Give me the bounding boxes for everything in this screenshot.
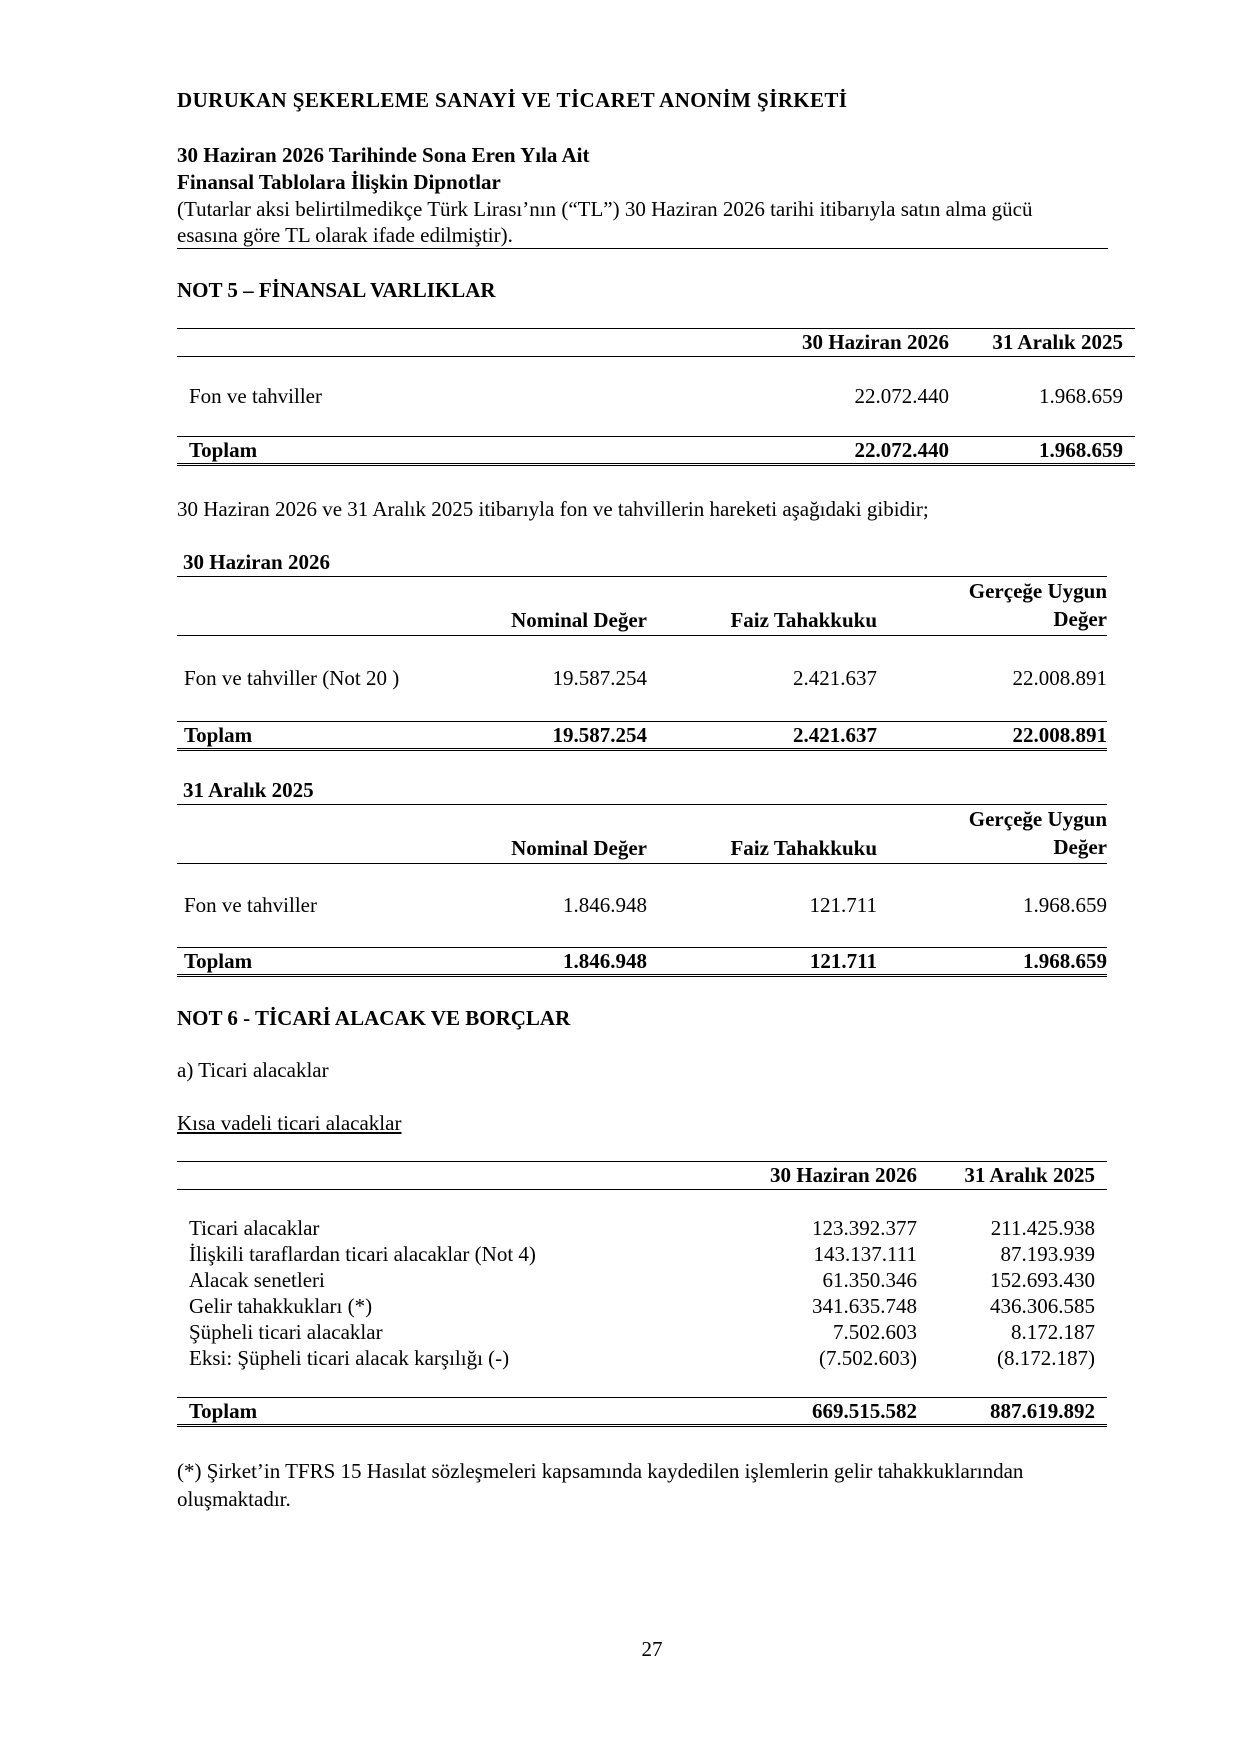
- footnote: (*) Şirket’in TFRS 15 Hasılat sözleşmeleri kapsamında kaydedilen işlemlerin gelir tahakkuklarından oluşmaktadır.: [177, 1459, 1024, 1511]
- column-header-line: Değer: [1053, 607, 1107, 631]
- cell-value: 22.072.440: [854, 384, 949, 408]
- receivable-rows: [177, 1216, 1107, 1372]
- row-label: Gelir tahakkukları (*): [189, 1294, 373, 1318]
- table-row: [177, 864, 1107, 948]
- page-number: 27: [641, 1637, 663, 1661]
- table-row: [177, 1320, 1107, 1346]
- column-header: 31 Aralık 2025: [992, 330, 1123, 354]
- total-row: [177, 722, 1107, 750]
- table-caption-2026: 30 Haziran 2026: [183, 550, 330, 574]
- row-label: Ticari alacaklar: [189, 1216, 320, 1240]
- table-header-row: [177, 577, 1107, 636]
- cell-value: 121.711: [809, 893, 877, 917]
- total-value: 22.072.440: [854, 437, 949, 462]
- table-row: [177, 1294, 1107, 1320]
- total-row: [177, 1398, 1107, 1426]
- cell-value: 1.968.659: [1023, 893, 1107, 917]
- cell-value: 1.846.948: [563, 893, 647, 917]
- table-row: [177, 357, 1135, 437]
- column-header: Nominal Değer: [511, 836, 647, 860]
- column-header: 30 Haziran 2026: [770, 1163, 917, 1187]
- cell-value: (8.172.187): [997, 1346, 1095, 1370]
- movement-table-2026: [177, 576, 1107, 751]
- cell-value: 143.137.111: [813, 1242, 917, 1266]
- column-header: 30 Haziran 2026: [802, 330, 949, 354]
- cell-value: 341.635.748: [812, 1294, 917, 1318]
- cell-value: 211.425.938: [990, 1216, 1095, 1240]
- total-value: 19.587.254: [552, 722, 647, 747]
- total-label: Toplam: [184, 948, 253, 973]
- header-divider: [177, 248, 1108, 249]
- report-subtitle: Finansal Tablolara İlişkin Dipnotlar: [177, 170, 501, 194]
- table-row: [177, 636, 1107, 722]
- column-header: 31 Aralık 2025: [964, 1163, 1095, 1187]
- report-period: 30 Haziran 2026 Tarihinde Sona Eren Yıla Ait: [177, 143, 590, 167]
- cell-value: 1.968.659: [1039, 384, 1123, 408]
- movement-text: 30 Haziran 2026 ve 31 Aralık 2025 itibarıyla fon ve tahvillerin hareketi aşağıdaki gibidir;: [177, 497, 929, 521]
- column-header-line: Değer: [1053, 835, 1107, 859]
- company-name: DURUKAN ŞEKERLEME SANAYİ VE TİCARET ANONİM ŞİRKETİ: [177, 88, 848, 112]
- total-row: [177, 948, 1107, 976]
- table-row: [177, 1242, 1107, 1268]
- cell-value: 8.172.187: [1011, 1320, 1095, 1344]
- row-label: Eksi: Şüpheli ticari alacak karşılığı (-): [189, 1346, 510, 1370]
- total-value: 669.515.582: [812, 1398, 917, 1423]
- row-label: İlişkili taraflardan ticari alacaklar (Not 4): [189, 1242, 536, 1266]
- cell-value: (7.502.603): [819, 1346, 917, 1370]
- column-header: Nominal Değer: [511, 608, 647, 632]
- note5-title: NOT 5 – FİNANSAL VARLIKLAR: [177, 278, 496, 302]
- movement-table-2025: [177, 804, 1107, 977]
- column-header: Faiz Tahakkuku: [730, 836, 877, 860]
- row-label: Fon ve tahviller: [184, 893, 317, 917]
- column-header: [877, 577, 1107, 636]
- total-label: Toplam: [184, 722, 253, 747]
- note6-title: NOT 6 - TİCARİ ALACAK VE BORÇLAR: [177, 1006, 571, 1030]
- cell-value: 61.350.346: [822, 1268, 917, 1292]
- table-row: [177, 1216, 1107, 1242]
- cell-value: 22.008.891: [1012, 666, 1107, 690]
- trade-receivables-table: [177, 1161, 1107, 1427]
- total-value: 887.619.892: [990, 1398, 1095, 1423]
- row-label: Şüpheli ticari alacaklar: [189, 1320, 383, 1344]
- column-header-line: Gerçeğe Uygun: [968, 807, 1107, 831]
- total-value: 1.968.659: [1039, 437, 1123, 462]
- note6-short-term-heading: Kısa vadeli ticari alacaklar: [177, 1111, 402, 1135]
- total-label: Toplam: [189, 1398, 258, 1423]
- total-value: 2.421.637: [793, 722, 877, 747]
- table-header-row: [177, 1162, 1107, 1190]
- column-header: [877, 805, 1107, 864]
- total-label: Toplam: [189, 437, 258, 462]
- row-label: Fon ve tahviller: [189, 384, 322, 408]
- total-value: 121.711: [809, 948, 877, 973]
- cell-value: 436.306.585: [990, 1294, 1095, 1318]
- cell-value: 87.193.939: [1000, 1242, 1095, 1266]
- cell-value: 7.502.603: [833, 1320, 917, 1344]
- row-label: Fon ve tahviller (Not 20 ): [184, 666, 400, 690]
- note6-subsection-a: a) Ticari alacaklar: [177, 1058, 329, 1082]
- cell-value: 123.392.377: [812, 1216, 917, 1240]
- cell-value: 2.421.637: [793, 666, 877, 690]
- total-row: [177, 437, 1135, 465]
- column-header: Faiz Tahakkuku: [730, 608, 877, 632]
- cell-value: 19.587.254: [552, 666, 647, 690]
- table-header-row: [177, 329, 1135, 357]
- total-value: 1.846.948: [563, 948, 647, 973]
- row-label: Alacak senetleri: [189, 1268, 325, 1292]
- note5-summary-table: [177, 328, 1135, 466]
- table-header-row: [177, 805, 1107, 864]
- column-header-line: Gerçeğe Uygun: [968, 579, 1107, 603]
- total-value: 22.008.891: [1012, 722, 1107, 747]
- total-value: 1.968.659: [1023, 948, 1107, 973]
- currency-note: (Tutarlar aksi belirtilmedikçe Türk Lirası’nın (“TL”) 30 Haziran 2026 tarihi itibarıyla satın alma gücü esasına göre TL olarak ifade edilmiştir).: [177, 197, 1033, 247]
- cell-value: 152.693.430: [990, 1268, 1095, 1292]
- table-caption-2025: 31 Aralık 2025: [183, 778, 314, 802]
- table-row: [177, 1268, 1107, 1294]
- table-row: [177, 1346, 1107, 1372]
